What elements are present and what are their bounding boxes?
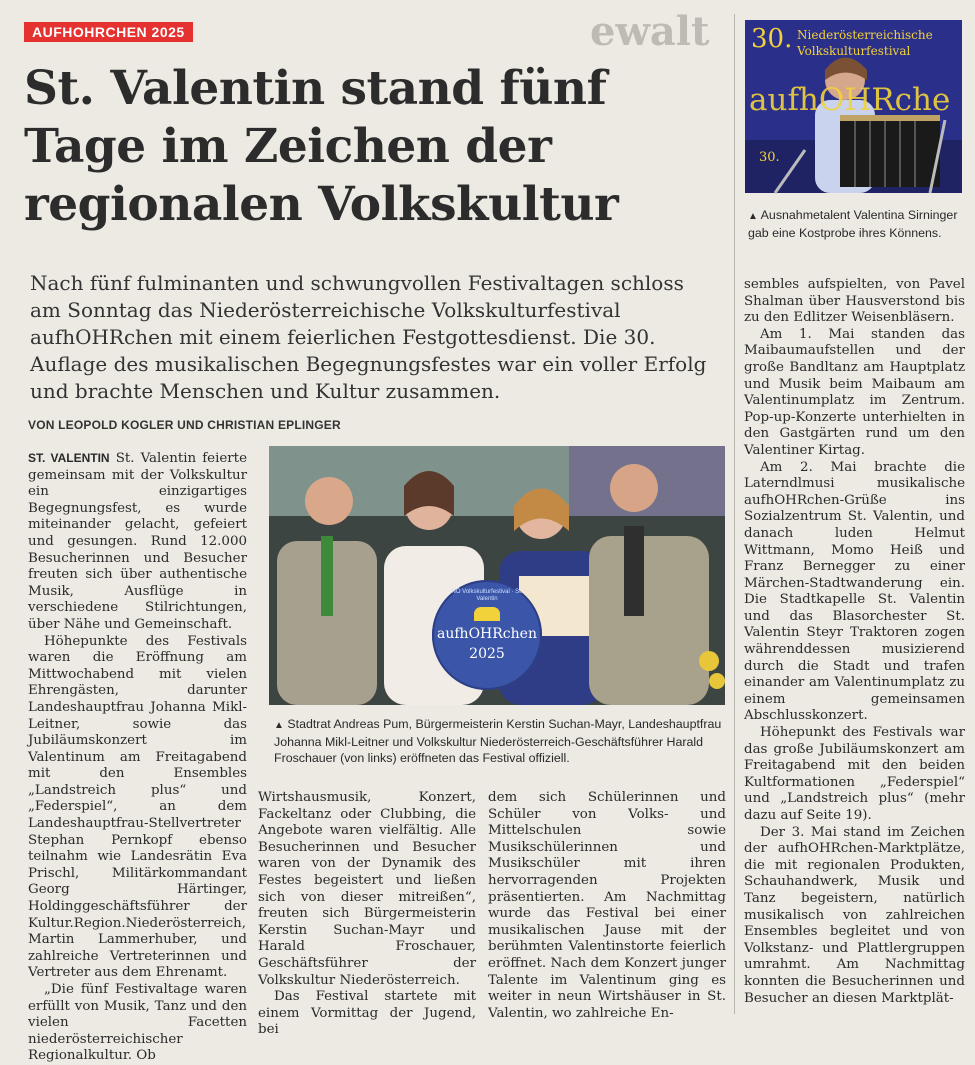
paragraph: Höhepunkt des Festivals war das große Jubiläumskonzert am Freitagabend mit den beiden Kultformationen „Federspiel“ und „Landstreich plus“ (mehr dazu auf Seite 19). [744, 725, 965, 823]
caption-text: Ausnahmetalent Valentina Sirninger gab eine Kostprobe ihres Könnens. [748, 208, 958, 240]
caption-triangle-icon: ▲ [748, 211, 758, 222]
banner-line-1: Niederösterreichische [797, 28, 933, 42]
plate-year: 2025 [469, 646, 505, 662]
headline: St. Valentin stand fünf Tage im Zeichen der regionalen Volkskultur [24, 61, 619, 232]
article-column-3 [488, 790, 726, 1022]
caption-triangle-icon: ▲ [274, 720, 284, 731]
article-column-1 [28, 450, 247, 1064]
banner-number: 30. [751, 24, 793, 54]
paragraph: Wirtshausmusik, Konzert, Fackeltanz oder Clubbing, die Angebote waren vielfältig. Alle Besucherinnen und Besucher waren von der Dynamik des Festes begeistert und ließen sich von dieser mitreißen“, freuten sich Bürgermeisterin Kerstin Suchan-Mayr und Harald Froschauer, Geschäftsführer der Volkskultur Niederösterreich. [258, 790, 476, 988]
paragraph: Am 1. Mai standen das Maibaumaufstellen und der große Bandltanz am Hauptplatz und Musik beim Maibaum am Valentinumplatz im Zentrum. Pop-up-Konzerte unterhielten in den Gastgärten rund um den Valentiner Kirtag. [744, 326, 965, 458]
section-kicker: AUFHOHRCHEN 2025 [24, 22, 193, 42]
article-column-4 [744, 277, 965, 1022]
banner-small-number: 30. [759, 150, 780, 165]
dateline: ST. VALENTIN [28, 451, 110, 465]
column-rule [734, 14, 735, 1014]
paragraph: dem sich Schülerinnen und Schüler von Volks- und Mittelschulen sowie Musikschülerinnen und Musikschüler mit ihren hervorragenden Projekten präsentierten. Am Nachmittag wurde das Festival bei einer musikalischen Jause mit der berühmten Valentinstorte feierlich eröffnet. Nach dem Konzert junger Talente im Valentinum ging es weiter in neun Wirtshäuser in St. Valentin, wo zahlreiche En- [488, 790, 726, 1021]
banner-line-2: Volkskulturfestival [797, 44, 911, 58]
banner-brand: aufhOHRche [749, 82, 951, 118]
bleed-through-word: ewalt [590, 8, 710, 55]
byline: VON LEOPOLD KOGLER UND CHRISTIAN EPLINGER [28, 418, 341, 432]
paragraph [28, 450, 247, 634]
top-right-photo [745, 20, 962, 193]
top-photo-caption [748, 207, 962, 241]
plate-ring-text: NÖ Volkskulturfestival · St. Valentin [451, 589, 523, 602]
main-photo-caption [274, 716, 722, 766]
paragraph-text: St. Valentin feierte gemeinsam mit der Volkskultur ein einzigartiges Begegnungsfest, es wurde miteinander gelacht, gefeiert und gesungen. Rund 12.000 Besucherinnen und Besucher freuten sich über authentische Musik, Ausflüge in verschiedene Stilrichtungen, über Nähe und Gemeinschaft. [28, 451, 247, 632]
article-column-2 [258, 790, 476, 1038]
paragraph: Das Festival startete mit einem Vormittag der Jugend, bei [258, 989, 476, 1038]
paragraph: sembles aufspielten, von Pavel Shalman über Hausverstond bis zu den Edlitzer Weisenbläsern. [744, 277, 965, 326]
paragraph: „Die fünf Festivaltage waren erfüllt von Musik, Tanz und den vielen Facetten niederösterreichischer Regionalkultur. Ob [28, 982, 247, 1064]
paragraph: Höhepunkte des Festivals waren die Eröffnung am Mittwochabend mit vielen Ehrengästen, darunter Landeshauptfrau Johanna Mikl-Leitner, sowie das Jubiläumskonzert im Valentinum am Freitagabend mit den Ensembles „Landstreich plus“ und „Federspiel“, an dem Landeshauptfrau-Stellvertreter Stephan Pernkopf ebenso teilnahm wie Landesrätin Eva Prischl, Militärkommandant Georg Härtinger, Holdinggeschäftsführer der Kultur.Region.Niederösterreich, Martin Lammerhuber, und zahlreiche Vertreterinnen und Vertreter aus dem Ehrenamt. [28, 633, 247, 981]
festival-plate [432, 580, 542, 690]
plate-icon [474, 607, 500, 621]
caption-text: Stadtrat Andreas Pum, Bürgermeisterin Kerstin Suchan-Mayr, Landeshauptfrau Johanna Mikl-Leitner und Volkskultur Niederösterreich-Geschäftsführer Harald Froschauer (von links) eröffneten das Festival offiziell. [274, 717, 722, 765]
paragraph: Der 3. Mai stand im Zeichen der aufhOHRchen-Marktplätze, die mit regionalen Produkten, Schauhandwerk, Musik und Tanz begeistern, natürlich musikalisch von zahlreichen Ensembles begleitet und von Volkstanz- und Plattlergruppen umrahmt. Am Nachmittag konnten die Besucherinnen und Besucher an diesen Marktplät- [744, 824, 965, 1006]
plate-title: aufhOHRchen [437, 626, 537, 642]
paragraph: Am 2. Mai brachte die Laterndlmusi musikalische aufhOHRchen-Grüße ins Sozialzentrum St. Valentin, und danach luden Helmut Wittmann, Momo Heiß und Franz Bernegger zu einer Märchen-Stadtwanderung ein. Die Stadtkapelle St. Valentin und das Blasorchester St. Valentin Steyr Traktoren zogen währenddessen musizierend durch die Stadt und trafen einander am Valentinumplatz zu einem gemeinsamen Abschlusskonzert. [744, 459, 965, 724]
lead-paragraph: Nach fünf fulminanten und schwungvollen Festivaltagen schloss am Sonntag das Niederösterreichische Volkskulturfestival aufhOHRchen mit einem feierlichen Festgottesdienst. Die 30. Auflage des musikalischen Begegnungsfestes war ein voller Erfolg und brachte Menschen und Kultur zusammen. [30, 271, 707, 403]
main-photo [269, 446, 725, 705]
